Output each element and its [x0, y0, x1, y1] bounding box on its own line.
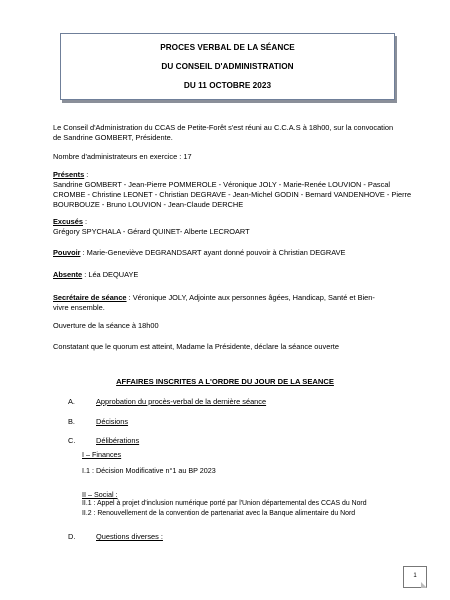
page-fold-corner [421, 582, 427, 588]
finances-item-1: I.1 : Décision Modificative n°1 au BP 2023 [82, 466, 216, 475]
absente-line [53, 270, 138, 280]
presents-label: Présents [53, 170, 85, 179]
presents-line-3: BOURBOUZE - Bruno LOUVION - Jean-Claude DERCHE [53, 200, 244, 209]
agenda-item-a-letter: A. [68, 397, 75, 406]
finances-heading: I – Finances [82, 450, 122, 459]
quorum-line: Constatant que le quorum est atteint, Madame la Présidente, déclare la séance ouverte [53, 342, 339, 351]
pouvoir-label: Pouvoir [53, 248, 81, 257]
secretaire-line-2: vivre ensemble. [53, 303, 105, 312]
title-box [60, 33, 395, 100]
presents-line-2: CROMBE - Christine LEONET - Christian DEGRAVE - Jean-Michel GODIN - Bernard VANDENHOVE - Pierre [53, 190, 412, 199]
social-item-2: II.2 : Renouvellement de la convention de partenariat avec la Banque alimentaire du Nord [82, 510, 356, 517]
presents-suffix: : [84, 170, 89, 179]
presents-heading [53, 170, 88, 180]
presents-line-1: Sandrine GOMBERT - Jean-Pierre POMMEROLE - Véronique JOLY - Marie-Renée LOUVION - Pascal [53, 180, 391, 189]
secretaire-text: : Véronique JOLY, Adjointe aux personnes âgées, Handicap, Santé et Bien- [126, 293, 375, 302]
excuses-names: Grégory SPYCHALA - Gérard QUINET- Alberte LECROART [53, 227, 250, 236]
absente-label: Absente [53, 270, 83, 279]
ouverture-line: Ouverture de la séance à 18h00 [53, 321, 159, 330]
excuses-heading [53, 217, 87, 227]
agenda-item-d-letter: D. [68, 532, 76, 541]
agenda-item-d-label: Questions diverses : [96, 532, 163, 541]
secretaire-label: Secrétaire de séance [53, 293, 127, 302]
agenda-item-b-letter: B. [68, 417, 75, 426]
agenda-item-c-letter: C. [68, 436, 76, 445]
excuses-label: Excusés [53, 217, 83, 226]
social-item-1: II.1 : Appel à projet d'inclusion numérique porté par l'Union départemental des CCAS du Nord [82, 500, 367, 507]
page-number: 1 [413, 573, 417, 579]
page-number-box [403, 566, 427, 588]
title-line-3: DU 11 OCTOBRE 2023 [183, 81, 272, 90]
intro-line-1: Le Conseil d'Administration du CCAS de Petite-Forêt s'est réuni au C.C.A.S à 18h00, sur la convocation [53, 123, 394, 132]
intro-line-2: de Sandrine GOMBERT, Présidente. [53, 133, 173, 142]
absente-text: : Léa DEQUAYE [82, 270, 139, 279]
secretaire-line-1 [53, 293, 375, 303]
social-heading: II – Social : [82, 490, 118, 499]
title-line-1: PROCES VERBAL DE LA SÉANCE [160, 43, 295, 52]
pouvoir-text: : Marie-Geneviève DEGRANDSART ayant donné pouvoir à Christian DEGRAVE [80, 248, 346, 257]
title-line-2: DU CONSEIL D'ADMINISTRATION [161, 62, 294, 71]
agenda-item-a-label: Approbation du procès-verbal de la dernière séance [96, 397, 267, 406]
agenda-item-b-label: Décisions [96, 417, 129, 426]
excuses-suffix: : [83, 217, 88, 226]
agenda-item-c-label: Délibérations [96, 436, 140, 445]
administrators-count: Nombre d'administrateurs en exercice : 17 [53, 152, 192, 161]
agenda-title: AFFAIRES INSCRITES A L'ORDRE DU JOUR DE LA SEANCE [116, 377, 334, 386]
pouvoir-line [53, 248, 345, 258]
